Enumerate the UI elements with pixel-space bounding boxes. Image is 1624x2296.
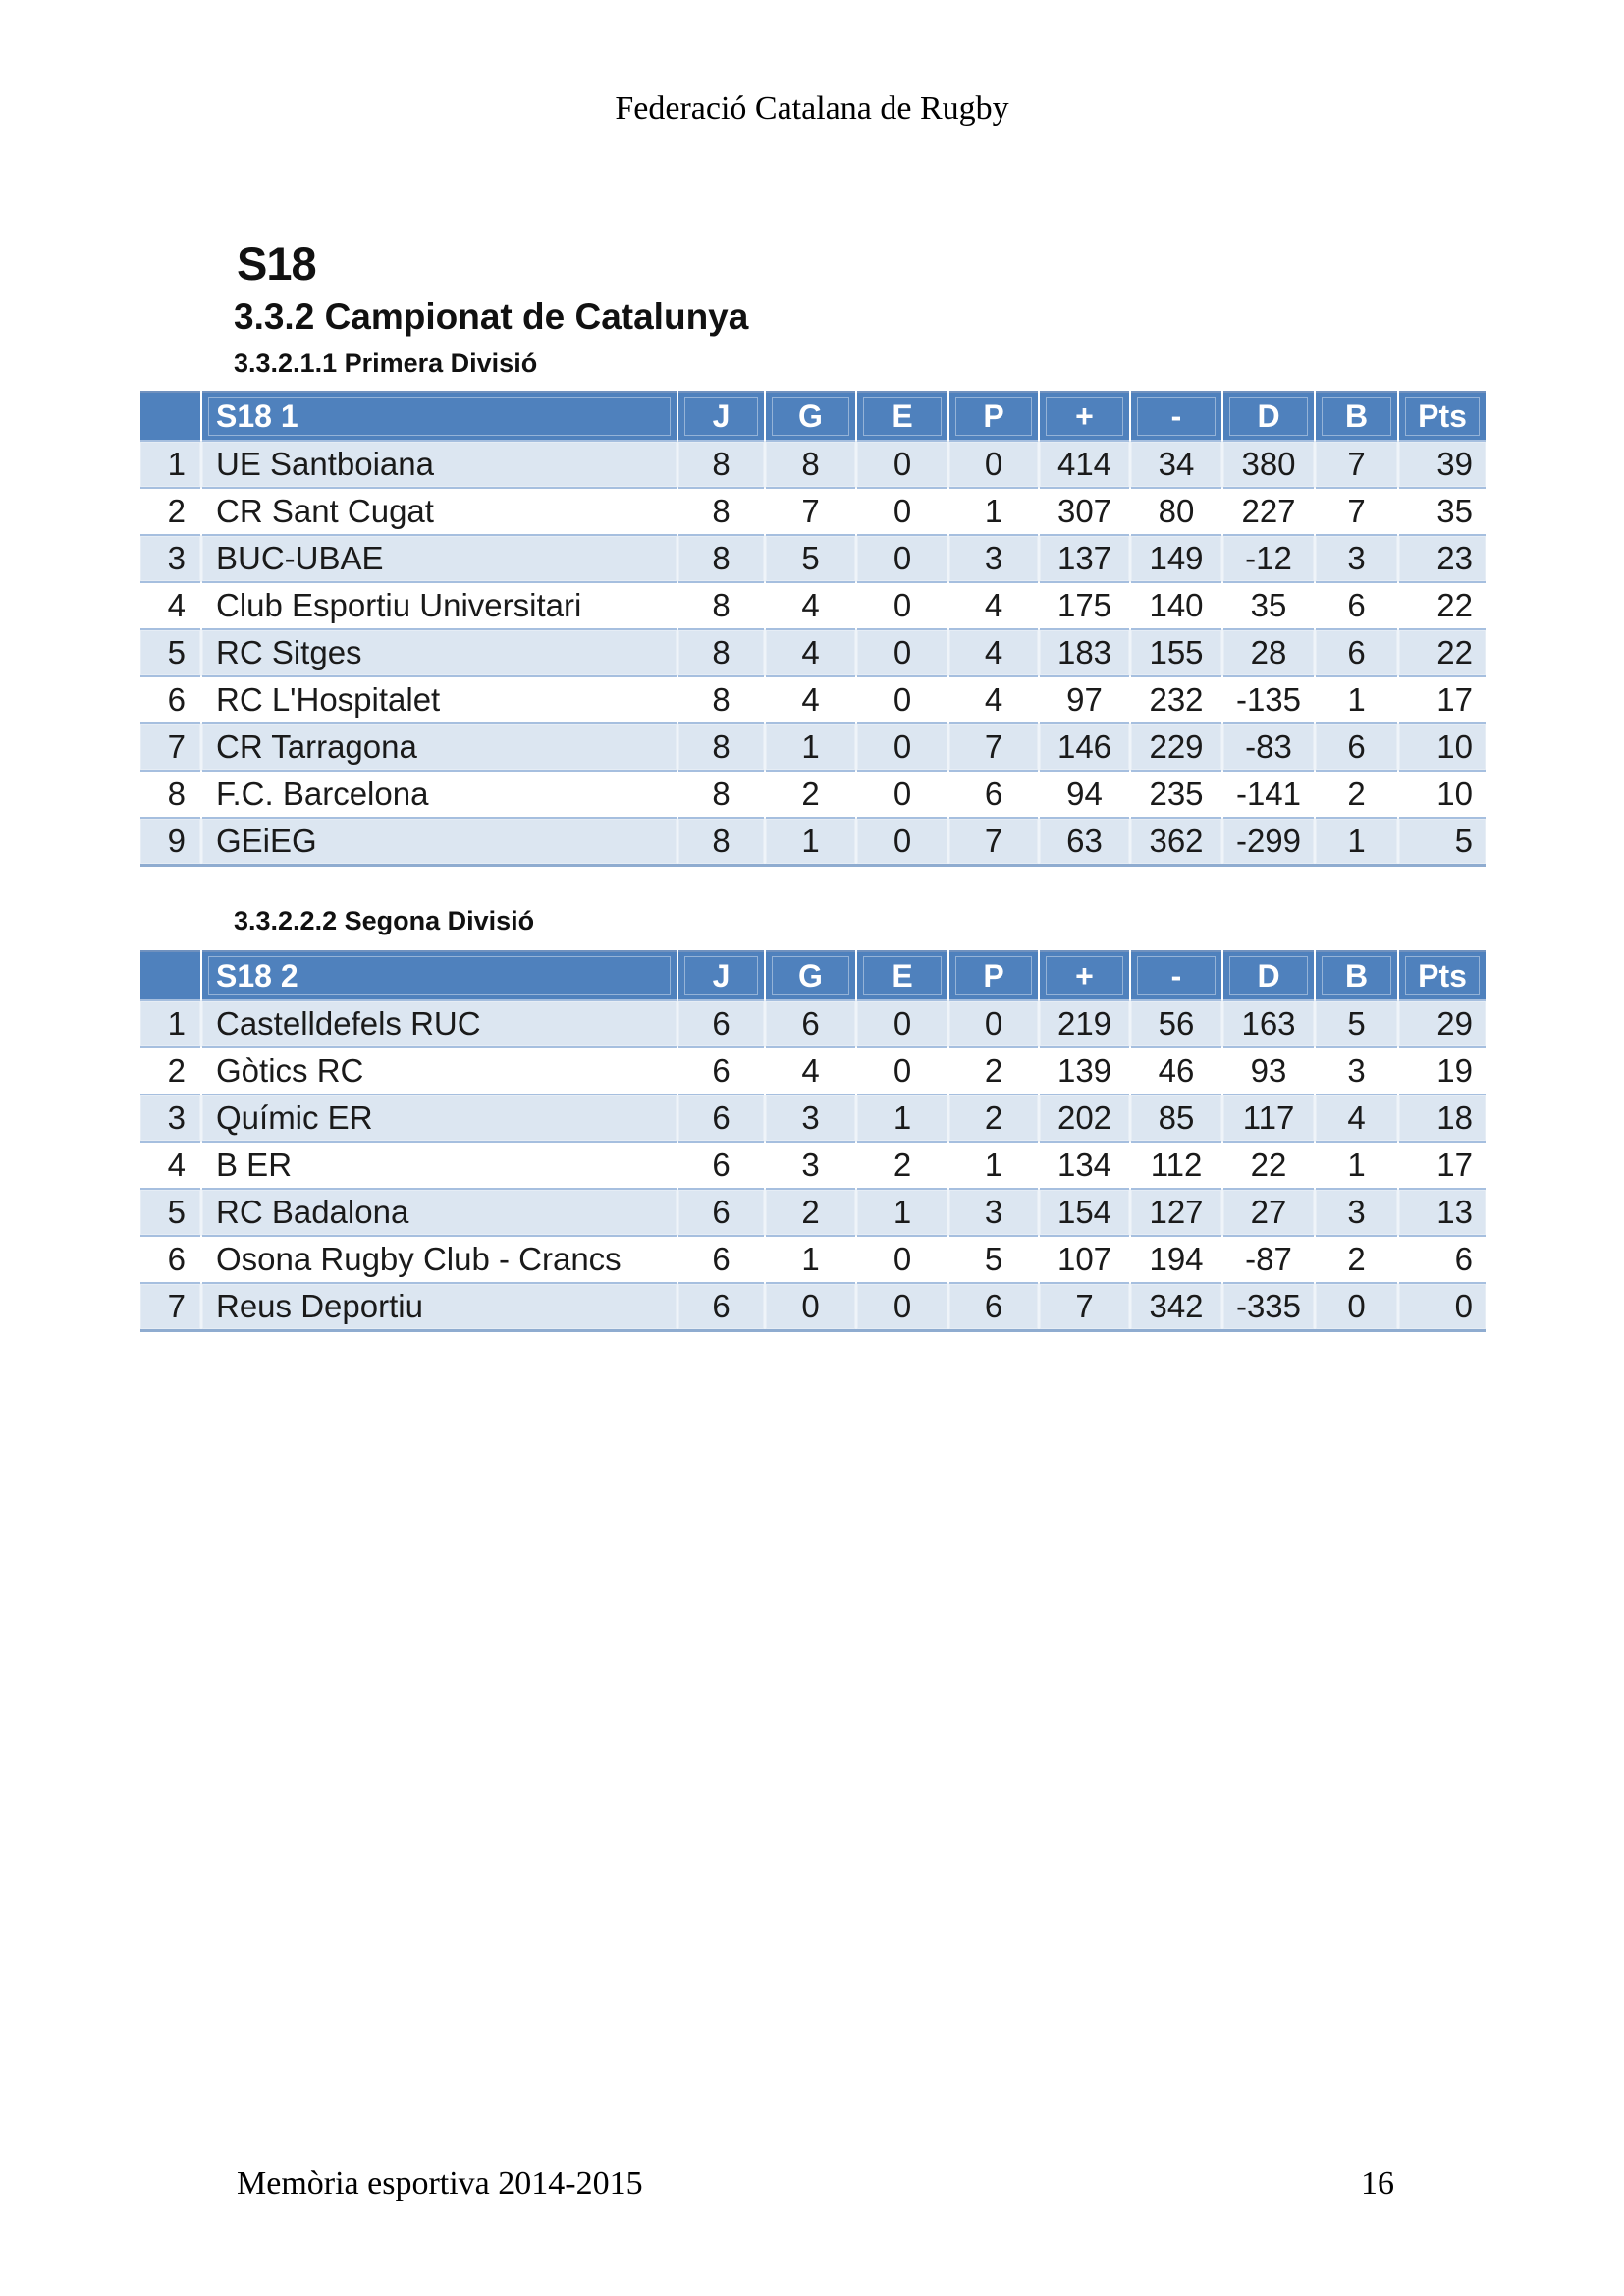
stat-cell: 0 [856,582,948,629]
stat-cell: 94 [1039,771,1130,818]
stat-cell: 8 [677,771,765,818]
stat-cell: 4 [948,676,1039,723]
rank-cell: 7 [140,723,201,771]
stat-cell: 6 [677,1189,765,1236]
team-cell: CR Tarragona [201,723,677,771]
stat-cell: 5 [765,535,856,582]
team-cell: RC Sitges [201,629,677,676]
stat-cell: 5 [1398,818,1486,865]
col-header-cell: G [765,951,856,1000]
team-cell: Club Esportiu Universitari [201,582,677,629]
stat-cell: 235 [1130,771,1222,818]
stat-cell: 1 [948,488,1039,535]
table-row [140,1047,1486,1095]
stat-cell: 149 [1130,535,1222,582]
stat-cell: 0 [856,1236,948,1283]
col-header-cell: Pts [1398,392,1486,441]
col-header-cell: + [1039,951,1130,1000]
stat-cell: 307 [1039,488,1130,535]
table-row [140,1142,1486,1189]
stat-cell: -83 [1222,723,1315,771]
team-cell: B ER [201,1142,677,1189]
stat-cell: 1 [765,1236,856,1283]
stat-cell: 380 [1222,441,1315,488]
stat-cell: 232 [1130,676,1222,723]
table-row [140,535,1486,582]
stat-cell: 10 [1398,723,1486,771]
stat-cell: 93 [1222,1047,1315,1095]
team-cell: Reus Deportiu [201,1283,677,1330]
stat-cell: 8 [677,629,765,676]
stat-cell: 154 [1039,1189,1130,1236]
stat-cell: 6 [1315,629,1398,676]
stat-cell: 219 [1039,1000,1130,1047]
stat-cell: 35 [1398,488,1486,535]
team-cell: F.C. Barcelona [201,771,677,818]
stat-cell: 414 [1039,441,1130,488]
table-row [140,1000,1486,1047]
stat-cell: 0 [856,723,948,771]
stat-cell: 2 [1315,1236,1398,1283]
stat-cell: 2 [856,1142,948,1189]
col-header-cell: P [948,951,1039,1000]
stat-cell: 2 [948,1047,1039,1095]
stat-cell: 1 [765,723,856,771]
stat-cell: 0 [948,441,1039,488]
stat-cell: 202 [1039,1095,1130,1142]
stat-cell: 1 [1315,818,1398,865]
table-row [140,1189,1486,1236]
stat-cell: 63 [1039,818,1130,865]
stat-cell: 1 [1315,676,1398,723]
stat-cell: 19 [1398,1047,1486,1095]
stat-cell: 35 [1222,582,1315,629]
table-header-row [140,951,1486,1000]
table-row [140,441,1486,488]
stat-cell: 85 [1130,1095,1222,1142]
stat-cell: 10 [1398,771,1486,818]
stat-cell: 0 [948,1000,1039,1047]
stat-cell: 1 [856,1189,948,1236]
stat-cell: 6 [677,1142,765,1189]
stat-cell: 8 [677,818,765,865]
team-cell: Osona Rugby Club - Crancs [201,1236,677,1283]
stat-cell: 4 [765,676,856,723]
stat-cell: 0 [856,1283,948,1330]
stat-cell: 3 [948,535,1039,582]
rank-cell: 4 [140,582,201,629]
col-header-cell: J [677,951,765,1000]
stat-cell: 0 [856,1000,948,1047]
stat-cell: 4 [948,629,1039,676]
table-primera-caption: 3.3.2.1.1 Primera Divisió [234,348,538,378]
stat-cell: 6 [1398,1236,1486,1283]
section-title: S18 [237,238,316,290]
stat-cell: 4 [765,582,856,629]
stat-cell: 0 [856,818,948,865]
rank-header-cell [140,392,201,441]
stat-cell: 3 [765,1095,856,1142]
table-row [140,723,1486,771]
stat-cell: 134 [1039,1142,1130,1189]
stat-cell: 34 [1130,441,1222,488]
stat-cell: 7 [1039,1283,1130,1330]
page-footer [237,2165,1394,2203]
stat-cell: 6 [765,1000,856,1047]
stat-cell: 80 [1130,488,1222,535]
stat-cell: 8 [677,723,765,771]
col-header-cell: E [856,951,948,1000]
stat-cell: 4 [765,629,856,676]
stat-cell: 22 [1222,1142,1315,1189]
col-header-cell: Pts [1398,951,1486,1000]
stat-cell: 56 [1130,1000,1222,1047]
rank-cell: 7 [140,1283,201,1330]
stat-cell: 3 [1315,1189,1398,1236]
stat-cell: 146 [1039,723,1130,771]
stat-cell: 0 [856,676,948,723]
stat-cell: 0 [856,629,948,676]
stat-cell: 8 [677,582,765,629]
stat-cell: 3 [1315,1047,1398,1095]
stat-cell: 1 [1315,1142,1398,1189]
table-row [140,818,1486,865]
stat-cell: 8 [765,441,856,488]
stat-cell: -299 [1222,818,1315,865]
stat-cell: 183 [1039,629,1130,676]
stat-cell: 23 [1398,535,1486,582]
table-row [140,1283,1486,1330]
team-cell: RC L'Hospitalet [201,676,677,723]
stat-cell: 0 [765,1283,856,1330]
stat-cell: 229 [1130,723,1222,771]
stat-cell: 6 [677,1047,765,1095]
stat-cell: 4 [765,1047,856,1095]
stat-cell: -87 [1222,1236,1315,1283]
table-title-cell: S18 2 [201,951,677,1000]
stat-cell: 3 [765,1142,856,1189]
stat-cell: 5 [1315,1000,1398,1047]
stat-cell: 5 [948,1236,1039,1283]
stat-cell: 2 [765,771,856,818]
stat-cell: 7 [765,488,856,535]
section-subtitle: 3.3.2 Campionat de Catalunya [234,296,749,337]
rank-cell: 6 [140,1236,201,1283]
stat-cell: 8 [677,676,765,723]
stat-cell: 2 [765,1189,856,1236]
stat-cell: 137 [1039,535,1130,582]
team-cell: Químic ER [201,1095,677,1142]
table-row [140,1095,1486,1142]
col-header-cell: D [1222,951,1315,1000]
stat-cell: 1 [856,1095,948,1142]
stat-cell: 13 [1398,1189,1486,1236]
rank-cell: 1 [140,441,201,488]
stat-cell: -335 [1222,1283,1315,1330]
stat-cell: 17 [1398,1142,1486,1189]
rank-cell: 5 [140,1189,201,1236]
stat-cell: 0 [856,771,948,818]
stat-cell: 175 [1039,582,1130,629]
stat-cell: 3 [948,1189,1039,1236]
team-cell: GEiEG [201,818,677,865]
team-cell: BUC-UBAE [201,535,677,582]
stat-cell: 6 [677,1283,765,1330]
stat-cell: 227 [1222,488,1315,535]
stat-cell: 107 [1039,1236,1130,1283]
stat-cell: 29 [1398,1000,1486,1047]
col-header-cell: - [1130,392,1222,441]
stat-cell: 8 [677,535,765,582]
rank-cell: 9 [140,818,201,865]
stat-cell: 39 [1398,441,1486,488]
stat-cell: 0 [1315,1283,1398,1330]
rank-cell: 6 [140,676,201,723]
stat-cell: 4 [948,582,1039,629]
team-cell: RC Badalona [201,1189,677,1236]
stat-cell: 4 [1315,1095,1398,1142]
table-title-cell: S18 1 [201,392,677,441]
stat-cell: 163 [1222,1000,1315,1047]
table-row [140,488,1486,535]
stat-cell: 6 [677,1000,765,1047]
stat-cell: 7 [1315,488,1398,535]
rank-cell: 3 [140,535,201,582]
stat-cell: 46 [1130,1047,1222,1095]
stat-cell: 7 [948,723,1039,771]
col-header-cell: B [1315,392,1398,441]
stat-cell: 194 [1130,1236,1222,1283]
team-cell: UE Santboiana [201,441,677,488]
stat-cell: 97 [1039,676,1130,723]
stat-cell: 3 [1315,535,1398,582]
standings-table-primera [140,391,1486,867]
footer-text: Memòria esportiva 2014-2015 [237,2165,643,2202]
col-header-cell: - [1130,951,1222,1000]
col-header-cell: P [948,392,1039,441]
stat-cell: 140 [1130,582,1222,629]
stat-cell: 22 [1398,629,1486,676]
table-row [140,629,1486,676]
stat-cell: 342 [1130,1283,1222,1330]
stat-cell: 0 [856,488,948,535]
page-number: 16 [1361,2165,1394,2202]
stat-cell: 22 [1398,582,1486,629]
table-row [140,1236,1486,1283]
stat-cell: 112 [1130,1142,1222,1189]
rank-cell: 3 [140,1095,201,1142]
col-header-cell: B [1315,951,1398,1000]
stat-cell: 8 [677,488,765,535]
rank-cell: 8 [140,771,201,818]
stat-cell: 6 [1315,582,1398,629]
stat-cell: 139 [1039,1047,1130,1095]
stat-cell: -141 [1222,771,1315,818]
table-header-row [140,392,1486,441]
stat-cell: 0 [856,1047,948,1095]
stat-cell: 0 [856,535,948,582]
stat-cell: 155 [1130,629,1222,676]
rank-cell: 2 [140,488,201,535]
stat-cell: 6 [677,1095,765,1142]
stat-cell: -12 [1222,535,1315,582]
stat-cell: 0 [856,441,948,488]
page-header-title: Federació Catalana de Rugby [615,90,1009,127]
table-segona-caption: 3.3.2.2.2 Segona Divisió [234,906,535,935]
stat-cell: 0 [1398,1283,1486,1330]
stat-cell: 7 [1315,441,1398,488]
stat-cell: 8 [677,441,765,488]
table-row [140,771,1486,818]
stat-cell: 117 [1222,1095,1315,1142]
stat-cell: 1 [765,818,856,865]
stat-cell: 2 [948,1095,1039,1142]
rank-header-cell [140,951,201,1000]
stat-cell: 17 [1398,676,1486,723]
rank-cell: 1 [140,1000,201,1047]
rank-cell: 2 [140,1047,201,1095]
stat-cell: 27 [1222,1189,1315,1236]
stat-cell: 1 [948,1142,1039,1189]
team-cell: Castelldefels RUC [201,1000,677,1047]
rank-cell: 5 [140,629,201,676]
col-header-cell: E [856,392,948,441]
stat-cell: 362 [1130,818,1222,865]
standings-table-segona [140,950,1486,1332]
stat-cell: 28 [1222,629,1315,676]
stat-cell: 6 [1315,723,1398,771]
col-header-cell: D [1222,392,1315,441]
team-cell: CR Sant Cugat [201,488,677,535]
stat-cell: 7 [948,818,1039,865]
stat-cell: 6 [948,1283,1039,1330]
stat-cell: 127 [1130,1189,1222,1236]
stat-cell: 6 [677,1236,765,1283]
col-header-cell: J [677,392,765,441]
team-cell: Gòtics RC [201,1047,677,1095]
table-row [140,676,1486,723]
rank-cell: 4 [140,1142,201,1189]
col-header-cell: G [765,392,856,441]
stat-cell: 6 [948,771,1039,818]
stat-cell: 2 [1315,771,1398,818]
stat-cell: -135 [1222,676,1315,723]
stat-cell: 18 [1398,1095,1486,1142]
col-header-cell: + [1039,392,1130,441]
table-row [140,582,1486,629]
